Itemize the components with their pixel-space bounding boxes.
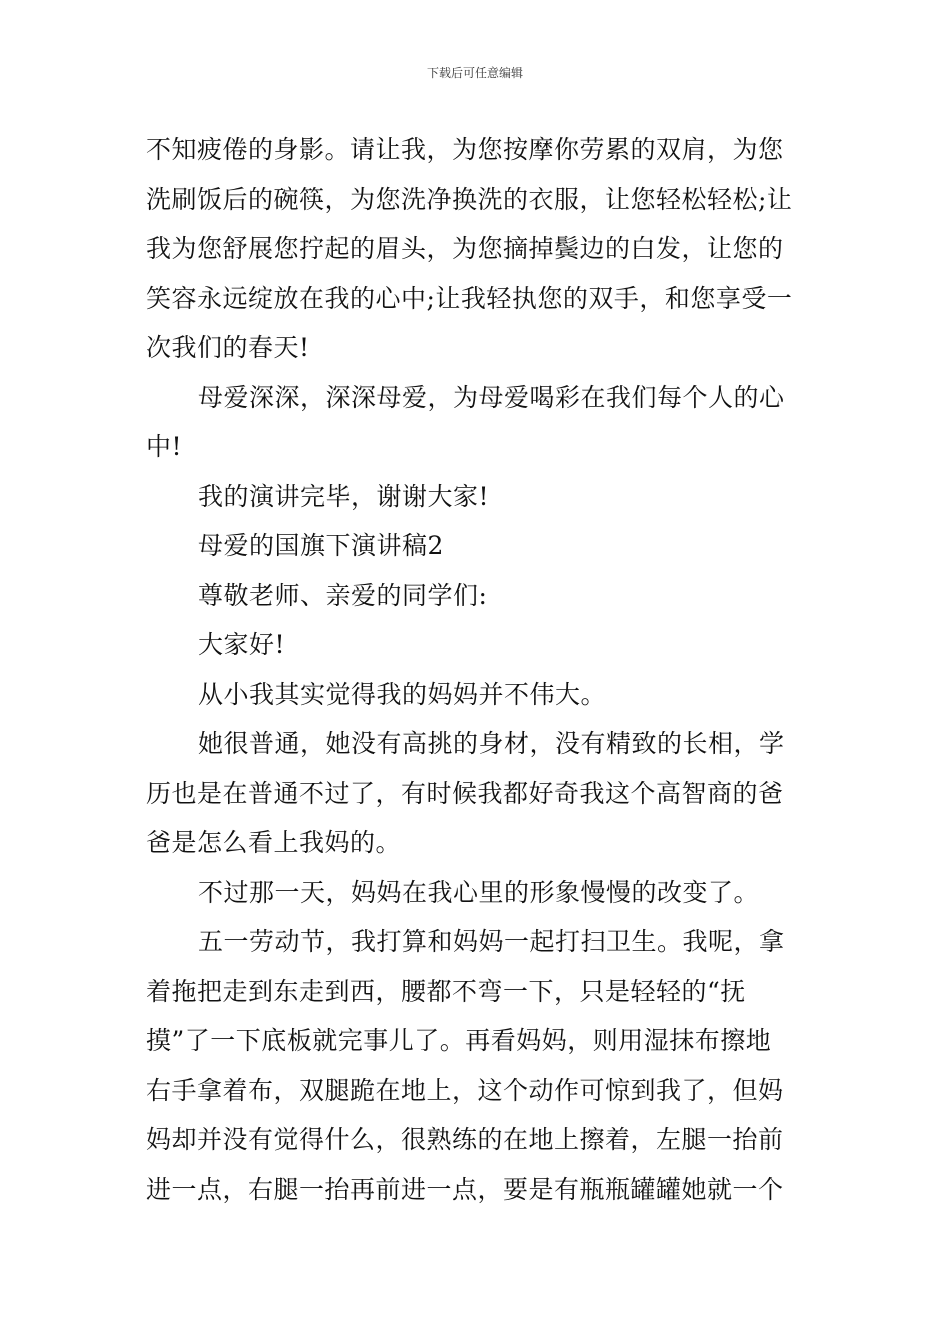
- paragraph-start: 我的演讲完毕，谢谢大家!: [198, 481, 490, 511]
- text-line: 笑容永远绽放在我的心中;让我轻执您的双手，和您享受一: [146, 283, 793, 313]
- text-line: 历也是在普通不过了，有时候我都好奇我这个高智商的爸: [146, 778, 784, 808]
- text-line: 摸”了一下底板就完事儿了。再看妈妈，则用湿抹布擦地: [146, 1026, 772, 1055]
- text-line: 右手拿着布，双腿跪在地上，这个动作可惊到我了，但妈: [146, 1075, 784, 1105]
- paragraph-start: 母爱深深，深深母爱，为母爱喝彩在我们每个人的心: [198, 382, 785, 412]
- page-header: 下载后可任意编辑: [426, 66, 523, 80]
- paragraph-start: 不过那一天，妈妈在我心里的形象慢慢的改变了。: [198, 877, 760, 907]
- paragraph-start: 从小我其实觉得我的妈妈并不伟大。: [198, 679, 607, 709]
- document-body: [146, 130, 806, 1219]
- greeting: 大家好!: [198, 630, 286, 659]
- text-line: 着拖把走到东走到西，腰都不弯一下，只是轻轻的“抚: [146, 976, 746, 1006]
- paragraph-start: 她很普通，她没有高挑的身材，没有精致的长相，学: [198, 729, 785, 758]
- text-line: 爸是怎么看上我妈的。: [146, 828, 402, 857]
- text-line: 进一点，右腿一抬再前进一点，要是有瓶瓶罐罐她就一个: [146, 1174, 784, 1204]
- text-line: 中!: [146, 432, 183, 461]
- text-line: 我为您舒展您拧起的眉头，为您摘掉鬓边的白发，让您的: [146, 234, 784, 263]
- text-line: 洗刷饭后的碗筷，为您洗净换洗的衣服，让您轻松轻松;让: [146, 184, 793, 214]
- section-title: 母爱的国旗下演讲稿2: [198, 531, 444, 560]
- paragraph-start: 五一劳动节，我打算和妈妈一起打扫卫生。我呢，拿: [198, 927, 785, 956]
- text-line: 次我们的春天!: [146, 333, 310, 362]
- text-line: 不知疲倦的身影。请让我，为您按摩你劳累的双肩，为您: [146, 135, 784, 164]
- salutation: 尊敬老师、亲爱的同学们:: [198, 580, 488, 610]
- text-line: 妈却并没有觉得什么，很熟练的在地上擦着，左腿一抬前: [146, 1125, 784, 1154]
